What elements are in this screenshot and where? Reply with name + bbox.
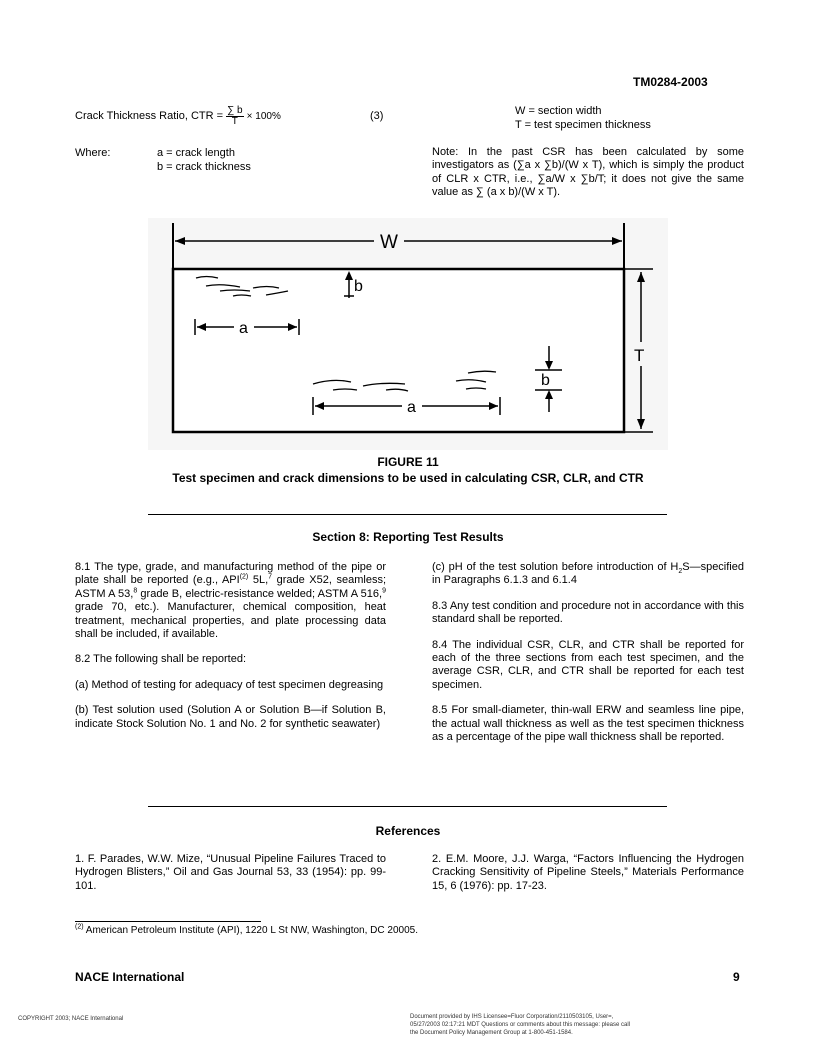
formula-fraction (226, 106, 243, 127)
footnote (75, 925, 418, 937)
page-number: 9 (733, 970, 740, 984)
license-line-2: 05/27/2003 02:17:21 MDT Questions or comments about this message: please call (410, 1022, 631, 1028)
paragraph-8-4: 8.4 The individual CSR, CLR, and CTR shall be reported for each of the three sections from each test specimen, and the average CSR, CLR, and CTR shall be reported for each test specimen. (432, 638, 744, 691)
paragraph-8-2-b: (b) Test solution used (Solution A or Solution B—if Solution B, indicate Stock Solution No. 1 and No. 2 for synthetic seawater) (75, 704, 386, 730)
b1-label: b (354, 278, 363, 295)
p81-text-b: 5L, (248, 574, 269, 587)
license-line-1: Document provided by IHS Licensee=Fluor Corporation/2110503105, User=, (410, 1014, 614, 1020)
b-definition: b = crack thickness (157, 161, 251, 173)
footnote-rule (75, 921, 261, 922)
test-specimen-rectangle (173, 269, 624, 432)
paragraph-8-2-a: (a) Method of testing for adequacy of test specimen degreasing (75, 678, 384, 691)
figure-caption: Test specimen and crack dimensions to be used in calculating CSR, CLR, and CTR (172, 471, 644, 485)
b2-label: b (541, 372, 550, 389)
t-definition: T = test specimen thickness (515, 119, 651, 131)
paragraph-8-5: 8.5 For small-diameter, thin-wall ERW and seamless line pipe, the actual wall thickness as well as the test specimen thickness as a percentage of the pipe wall thickness shall be reported. (432, 704, 744, 744)
formula-denominator: T (231, 116, 238, 127)
paragraph-8-2: 8.2 The following shall be reported: (75, 653, 247, 666)
p81-text-d: grade B, electric-resistance welded; ASTM A 516, (137, 587, 383, 600)
copyright-notice: COPYRIGHT 2003; NACE International (18, 1016, 124, 1022)
p81-ref-9: 9 (382, 587, 386, 595)
section-8-title: Section 8: Reporting Test Results (312, 530, 504, 544)
references-title: References (375, 824, 441, 838)
t-label: T (634, 346, 645, 365)
footnote-text: American Petroleum Institute (API), 1220 L St NW, Washington, DC 20005. (83, 925, 418, 936)
section-divider-1 (148, 514, 667, 515)
reference-1: 1. F. Parades, W.W. Mize, “Unusual Pipeline Failures Traced to Hydrogen Blisters,” Oil and Gas Journal 53, 33 (1954): pp. 99-101. (75, 853, 386, 892)
p81-ref-7: 7 (268, 573, 273, 581)
where-label: Where: (75, 147, 111, 159)
document-id: TM0284-2003 (633, 75, 708, 89)
figure-number: FIGURE 11 (377, 455, 439, 469)
license-line-3: the Document Policy Management Group at 1-800-451-1584. (410, 1030, 573, 1036)
note-paragraph: Note: In the past CSR has been calculated by some investigators as (∑a x ∑b)/(W x T), which is simply the product of CLR x CTR, i.e., ∑a/W x ∑b/T; it does not give the same value as ∑ (a x b)/(W x T). (432, 146, 744, 199)
p81-text-a: 8.1 The type, grade, and manufacturing method of the pipe or plate shall be reported (e.g., API (75, 561, 386, 587)
reference-2: 2. E.M. Moore, J.J. Warga, “Factors Influencing the Hydrogen Cracking Sensitivity of Pipeline Steels,” Materials Performance 15, 6 (1976): pp. 17-23. (432, 853, 744, 892)
footer-organization: NACE International (75, 970, 185, 984)
p81-footnote-ref: (2) (239, 573, 249, 581)
section-8-right-column (432, 561, 744, 756)
section-8-left-column (75, 561, 386, 743)
p81-ref-8: 8 (133, 587, 138, 595)
pc-subscript: 2 (678, 568, 683, 576)
w-label: W (380, 232, 398, 253)
equation-number: (3) (370, 110, 384, 122)
ctr-formula (75, 106, 281, 127)
formula-numerator: ∑ b (227, 105, 243, 116)
footnote-mark: (2) (75, 923, 84, 931)
paragraph-8-2-c (432, 561, 744, 588)
pc-text-a: (c) pH of the test solution before introduction of H (432, 561, 679, 573)
a2-label: a (407, 399, 416, 416)
a-definition: a = crack length (157, 147, 235, 159)
w-definition: W = section width (515, 105, 602, 117)
pc-text-b: S—specified in Paragraphs 6.1.3 and 6.1.4 (432, 561, 744, 587)
section-divider-2 (148, 806, 667, 807)
a1-label: a (239, 320, 248, 337)
p81-text-e: grade 70, etc.). Manufacturer, chemical composition, heat treatment, mechanical properties, and plate processing data shall be included, if available. (75, 601, 386, 641)
p81-text-c: grade X52, seamless; ASTM A 53, (75, 574, 386, 600)
formula-label: Crack Thickness Ratio, CTR = (75, 110, 224, 122)
paragraph-8-3: 8.3 Any test condition and procedure not in accordance with this standard shall be reported. (432, 599, 744, 626)
paragraph-8-1 (75, 561, 386, 641)
figure-11-diagram (148, 218, 668, 450)
formula-suffix: × 100% (246, 111, 281, 122)
